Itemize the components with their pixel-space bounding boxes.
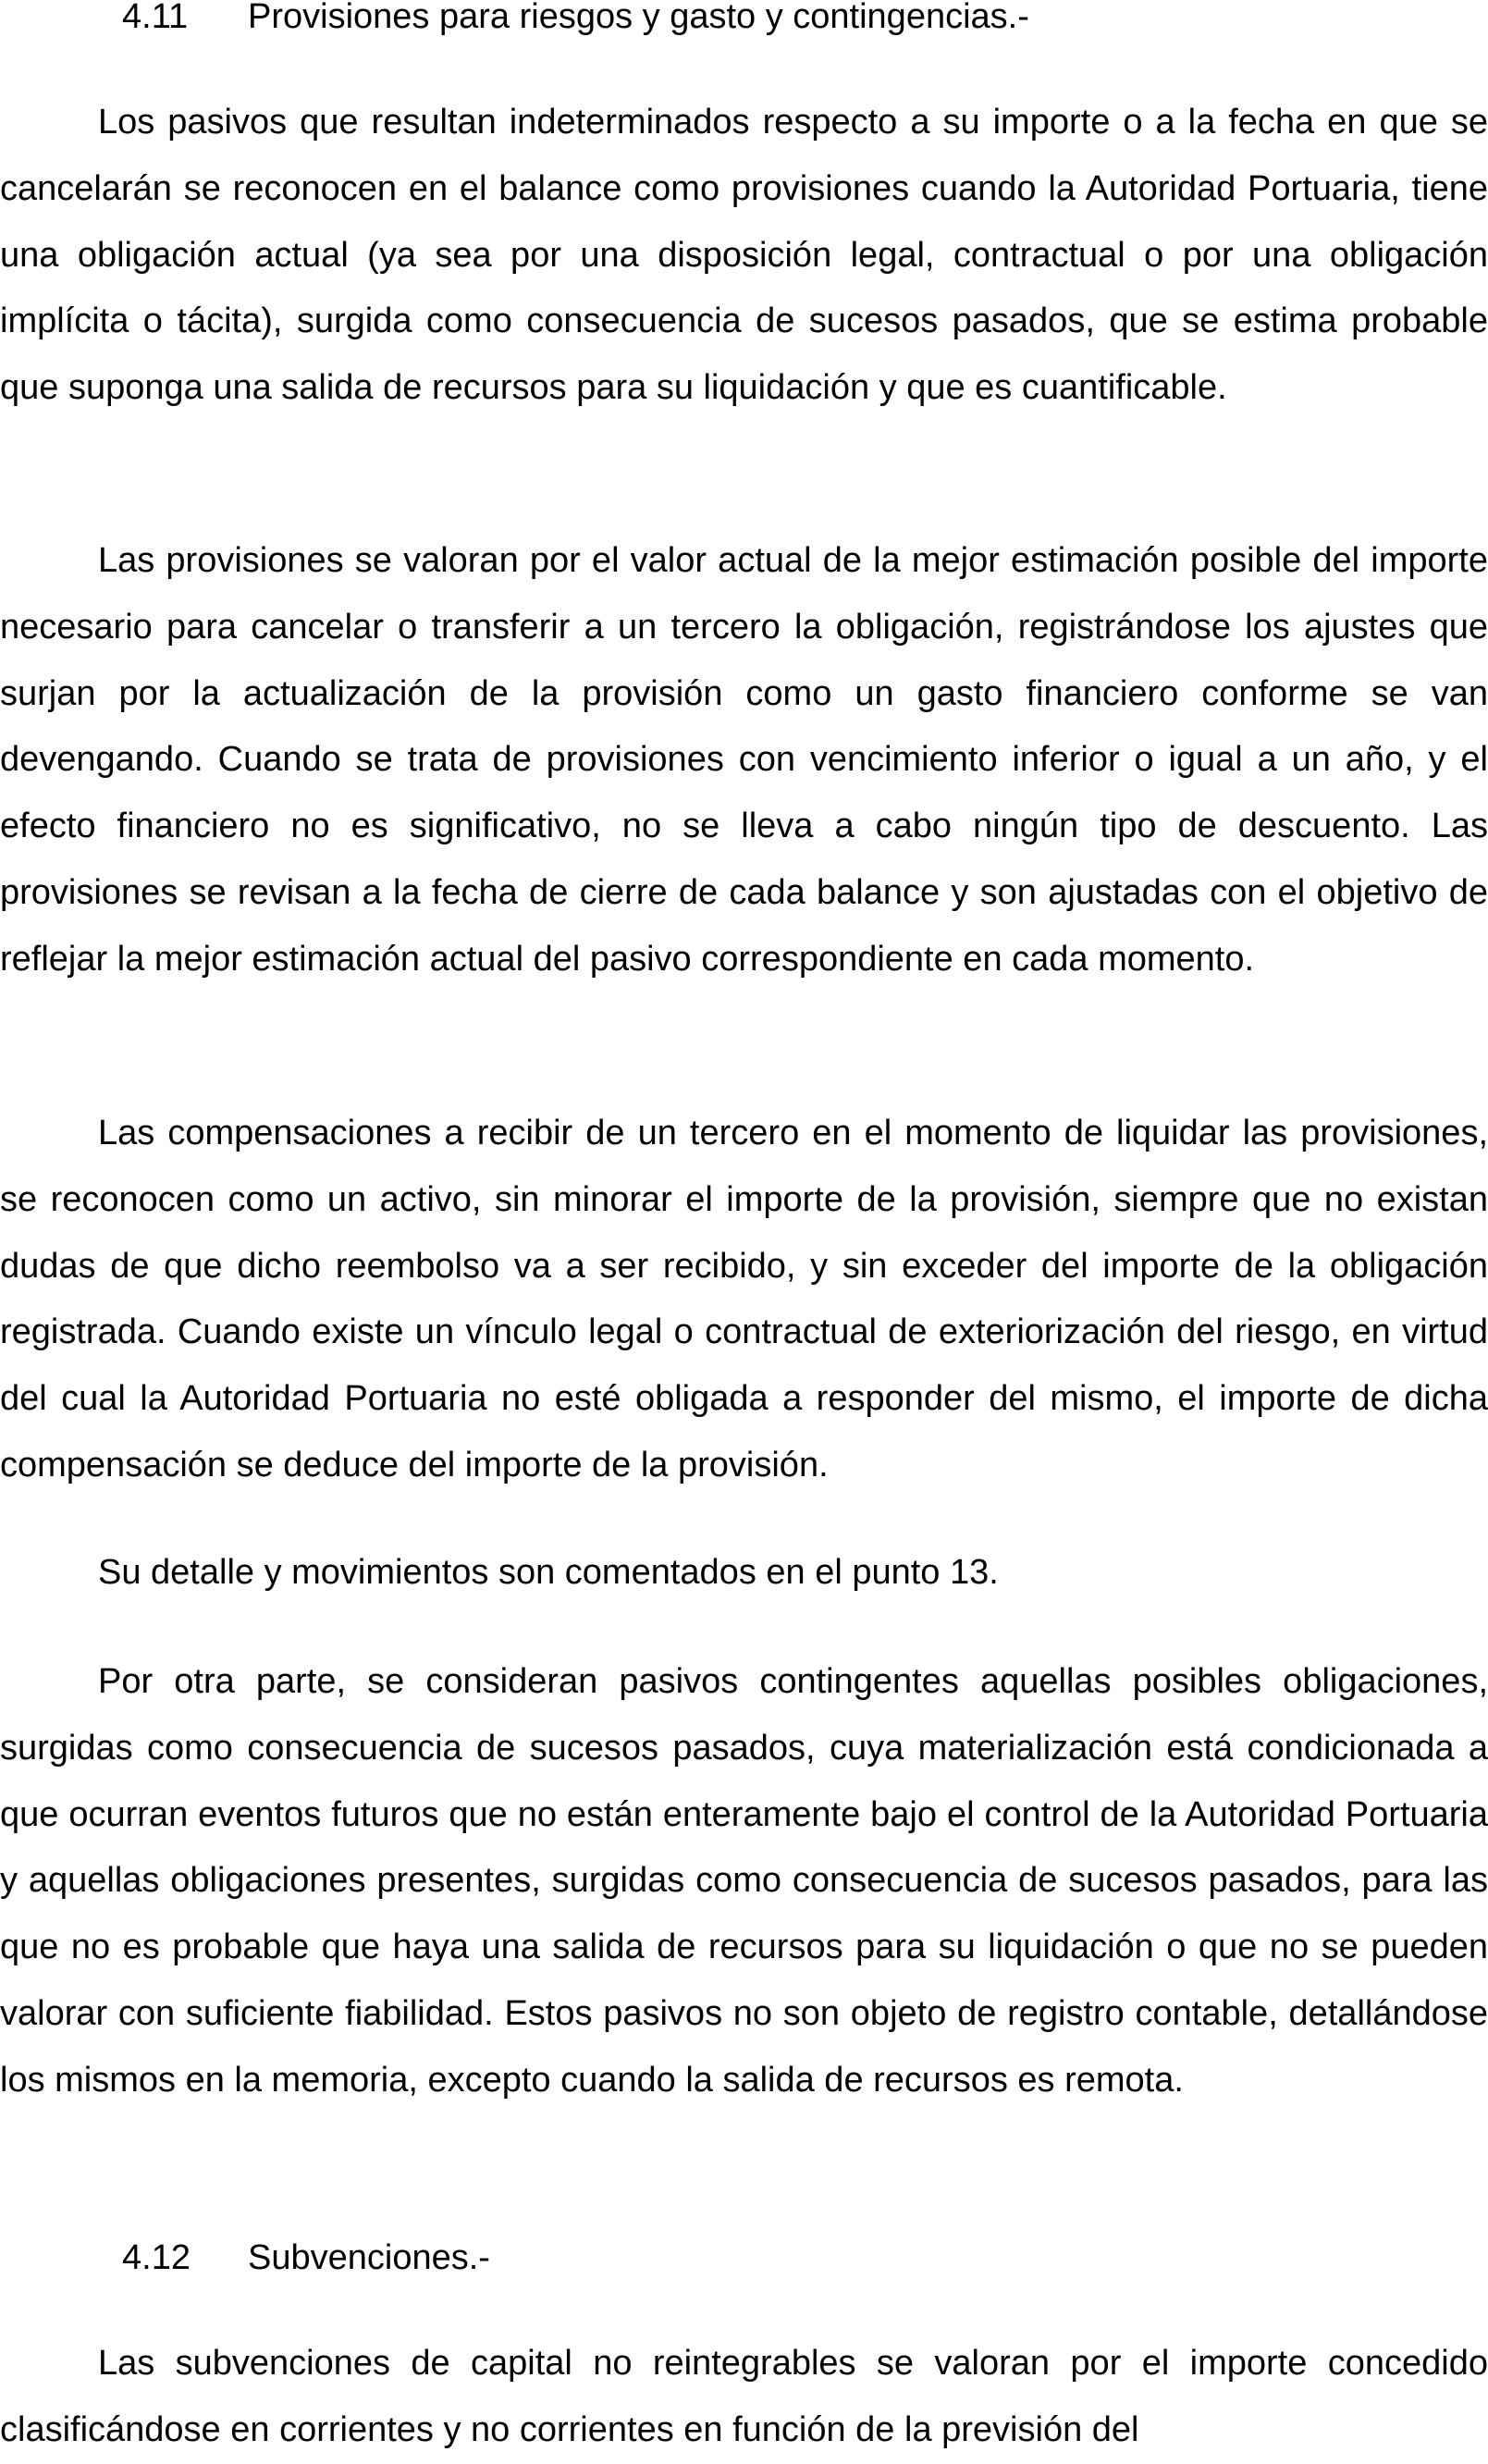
paragraph-compensaciones: Las compensaciones a recibir de un tercero en el momento de liquidar las provisiones, se reconocen como un activo, sin minorar el importe de la provisión, siempre que no existan dudas de que dicho reembolso va a ser recibido, y sin exceder del importe de la obligación registrada. Cuando existe un vínculo legal o contractual de exteriorización del riesgo, en virtud del cual la Autoridad Portuaria no esté obligada a responder del mismo, el importe de dicha compensación se deduce del importe de la provisión. bbox=[0, 1114, 1488, 1485]
section-title: Provisiones para riesgos y gasto y contingencias.- bbox=[248, 0, 1029, 36]
section-number: 4.11 bbox=[122, 0, 189, 36]
paragraph-valoracion-provisiones: Las provisiones se valoran por el valor actual de la mejor estimación posible del importe necesario para cancelar o transferir a un tercero la obligación, registrándose los ajustes que surjan por la actualización de la provisión como un gasto financiero conforme se van devengando. Cuando se trata de provisiones con vencimiento inferior o igual a un año, y el efecto financiero no es significativo, no se lleva a cabo ningún tipo de descuento. Las provisiones se revisan a la fecha de cierre de cada balance y son ajustadas con el objetivo de reflejar la mejor estimación actual del pasivo correspondiente en cada momento. bbox=[0, 541, 1488, 979]
paragraph-pasivos-indeterminados: Los pasivos que resultan indeterminados respecto a su importe o a la fecha en que se cancelarán se reconocen en el balance como provisiones cuando la Autoridad Portuaria, tiene una obligación actual (ya sea por una disposición legal, contractual o por una obligación implícita o tácita), surgida como consecuencia de sucesos pasados, que se estima probable que suponga una salida de recursos para su liquidación y que es cuantificable. bbox=[0, 103, 1488, 408]
paragraph-pasivos-contingentes: Por otra parte, se consideran pasivos contingentes aquellas posibles obligaciones, surgidas como consecuencia de sucesos pasados, cuya materialización está condicionada a que ocurran eventos futuros que no están enteramente bajo el control de la Autoridad Portuaria y aquellas obligaciones presentes, surgidas como consecuencia de sucesos pasados, para las que no es probable que haya una salida de recursos para su liquidación o que no se pueden valorar con suficiente fiabilidad. Estos pasivos no son objeto de registro contable, detallándose los mismos en la memoria, excepto cuando la salida de recursos es remota. bbox=[0, 1662, 1488, 2100]
paragraph-subvenciones: Las subvenciones de capital no reintegrables se valoran por el importe concedido clasificándose en corrientes y no corrientes en función de la previsión del bbox=[0, 2344, 1488, 2449]
section-title: Subvenciones.- bbox=[248, 2238, 490, 2277]
section-number: 4.12 bbox=[122, 2238, 191, 2277]
paragraph-detalle-movimientos: Su detalle y movimientos son comentados en el punto 13. bbox=[98, 1553, 999, 1592]
